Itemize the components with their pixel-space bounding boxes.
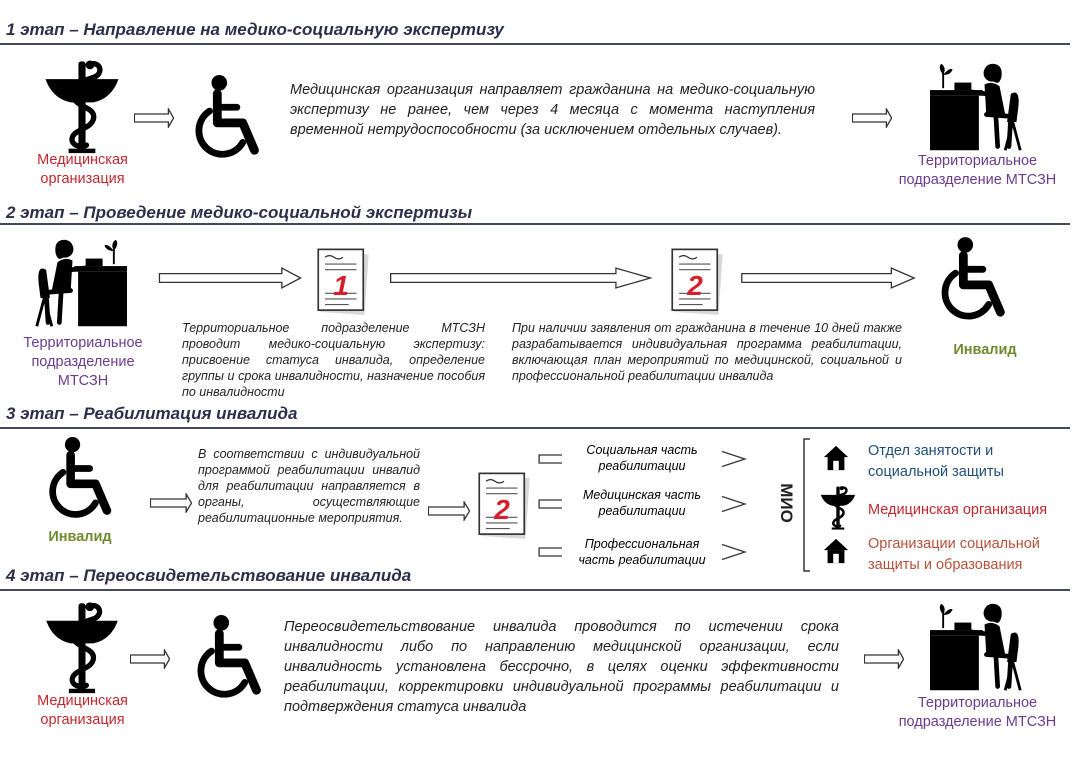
stage4-right-label-line2: подразделение МТСЗН (898, 714, 1057, 730)
doc3-number: 2 (494, 494, 510, 525)
stage4-divider (0, 589, 1070, 591)
org-medical: Медицинская организация (868, 502, 1048, 518)
house-icon (822, 536, 850, 566)
rehab-part-medical (562, 487, 722, 519)
house-icon (822, 444, 850, 472)
stage3-text: В соответствии с индивидуальной программой реабилитации инвалид для реабилитации направляется в органы, осуществляющие реабилитационные мероприятия. (198, 447, 420, 525)
arrow-right-icon (388, 267, 653, 289)
mio-label: МИО (777, 483, 796, 523)
stage1-left-label-line2: организация (40, 171, 125, 187)
document-icon (314, 246, 372, 318)
office-worker-icon (930, 60, 1024, 154)
stage2-title: 2 этап – Проведение медико-социальной экспертизы (6, 203, 473, 222)
stage2-left-label-line2: подразделение (31, 354, 135, 370)
org-employment-line1: Отдел занятости и (868, 443, 994, 459)
arrow-right-icon (428, 501, 470, 521)
rehab-part-professional (562, 536, 722, 568)
stage2-divider (0, 223, 1070, 225)
stage1-right-label-line2: подразделение МТСЗН (898, 172, 1057, 188)
org-social-education (868, 534, 1040, 576)
stage1-left-label (20, 151, 145, 189)
org-social-education-line2: защиты и образования (868, 557, 1023, 573)
caduceus-icon (38, 56, 126, 154)
org-employment-line2: социальной защиты (868, 464, 1004, 480)
arrow-right-icon (134, 108, 174, 128)
rehab-part-social-line1: Социальная часть (586, 443, 698, 457)
rehab-part-professional-line2: часть реабилитации (578, 553, 706, 567)
wheelchair-icon (192, 614, 274, 702)
office-worker-icon (32, 236, 128, 330)
wheelchair-icon (190, 74, 272, 162)
wheelchair-icon (45, 436, 123, 522)
stage2-text2: При наличии заявления от гражданина в течение 10 дней также разрабатывается индивидуальная программа реабилитации, включающая план мероприятий по медицинской, социальной и профессиональной реабилитации инвалида (512, 321, 902, 383)
stage2-left-label-line1: Территориальное (23, 335, 143, 351)
org-social-education-line1: Организации социальной (868, 536, 1040, 552)
doc1-number: 1 (333, 270, 349, 301)
arrow-right-icon (740, 267, 916, 289)
office-worker-icon (930, 600, 1024, 694)
rehab-part-social (562, 442, 722, 474)
rehab-part-social-line2: реабилитации (598, 459, 686, 473)
arrow-right-icon (130, 649, 170, 669)
stage1-right-label (880, 152, 1075, 190)
stage4-right-label-line1: Территориальное (917, 695, 1038, 711)
bracket-icon (800, 438, 812, 572)
stage2-left-label-line3: МТСЗН (57, 373, 109, 389)
stage3-left-label: Инвалид (48, 529, 112, 545)
caduceus-icon (38, 598, 126, 694)
stage4-title: 4 этап – Переосвидетельствование инвалида (6, 566, 412, 585)
wheelchair-icon (938, 236, 1016, 324)
stage2-left-label (8, 334, 158, 391)
stage1-description: Медицинская организация направляет гражданина на медико-социальную экспертизу не ранее, чем через 4 месяца с момента наступления временной нетрудоспособности (за исключением отдельных случаев). (290, 82, 815, 138)
rehab-part-professional-line1: Профессиональная (584, 537, 700, 551)
arrow-right-icon (864, 649, 904, 669)
stage4-right-label (880, 694, 1075, 732)
arrow-right-icon (158, 267, 302, 289)
stage4-left-label-line1: Медицинская (37, 693, 128, 709)
stage1-right-label-line1: Территориальное (917, 153, 1038, 169)
arrow-right-icon (150, 493, 192, 513)
stage2-text1: Территориальное подразделение МТСЗН проводит медико-социальную экспертизу: присвоение статуса инвалида, определение группы и срока инвалидности, назначение пособия по инвалидности (182, 321, 485, 399)
stage4-left-label (20, 692, 145, 730)
doc2-number: 2 (687, 270, 703, 301)
document-icon (668, 246, 726, 318)
org-employment (868, 441, 1004, 483)
rehab-part-medical-line1: Медицинская часть (583, 488, 701, 502)
caduceus-icon (818, 484, 858, 530)
stage1-left-label-line1: Медицинская (37, 152, 128, 168)
arrow-right-icon (852, 108, 892, 128)
stage3-divider (0, 427, 1070, 429)
document-icon (475, 470, 533, 542)
rehab-part-medical-line2: реабилитации (598, 504, 686, 518)
stage4-left-label-line2: организация (40, 712, 125, 728)
stage1-title: 1 этап – Направление на медико-социальную экспертизу (6, 20, 504, 39)
stage4-description: Переосвидетельствование инвалида проводится по истечении срока инвалидности либо по направлению медицинской организации, если инвалидность установлена бессрочно, в целях оценки эффективности реабилитации, корректировки индивидуальной программы реабилитации и подтверждения статуса инвалида (284, 619, 839, 715)
stage3-title: 3 этап – Реабилитация инвалида (6, 404, 298, 423)
stage1-divider (0, 43, 1070, 45)
stage2-right-label: Инвалид (953, 342, 1017, 358)
